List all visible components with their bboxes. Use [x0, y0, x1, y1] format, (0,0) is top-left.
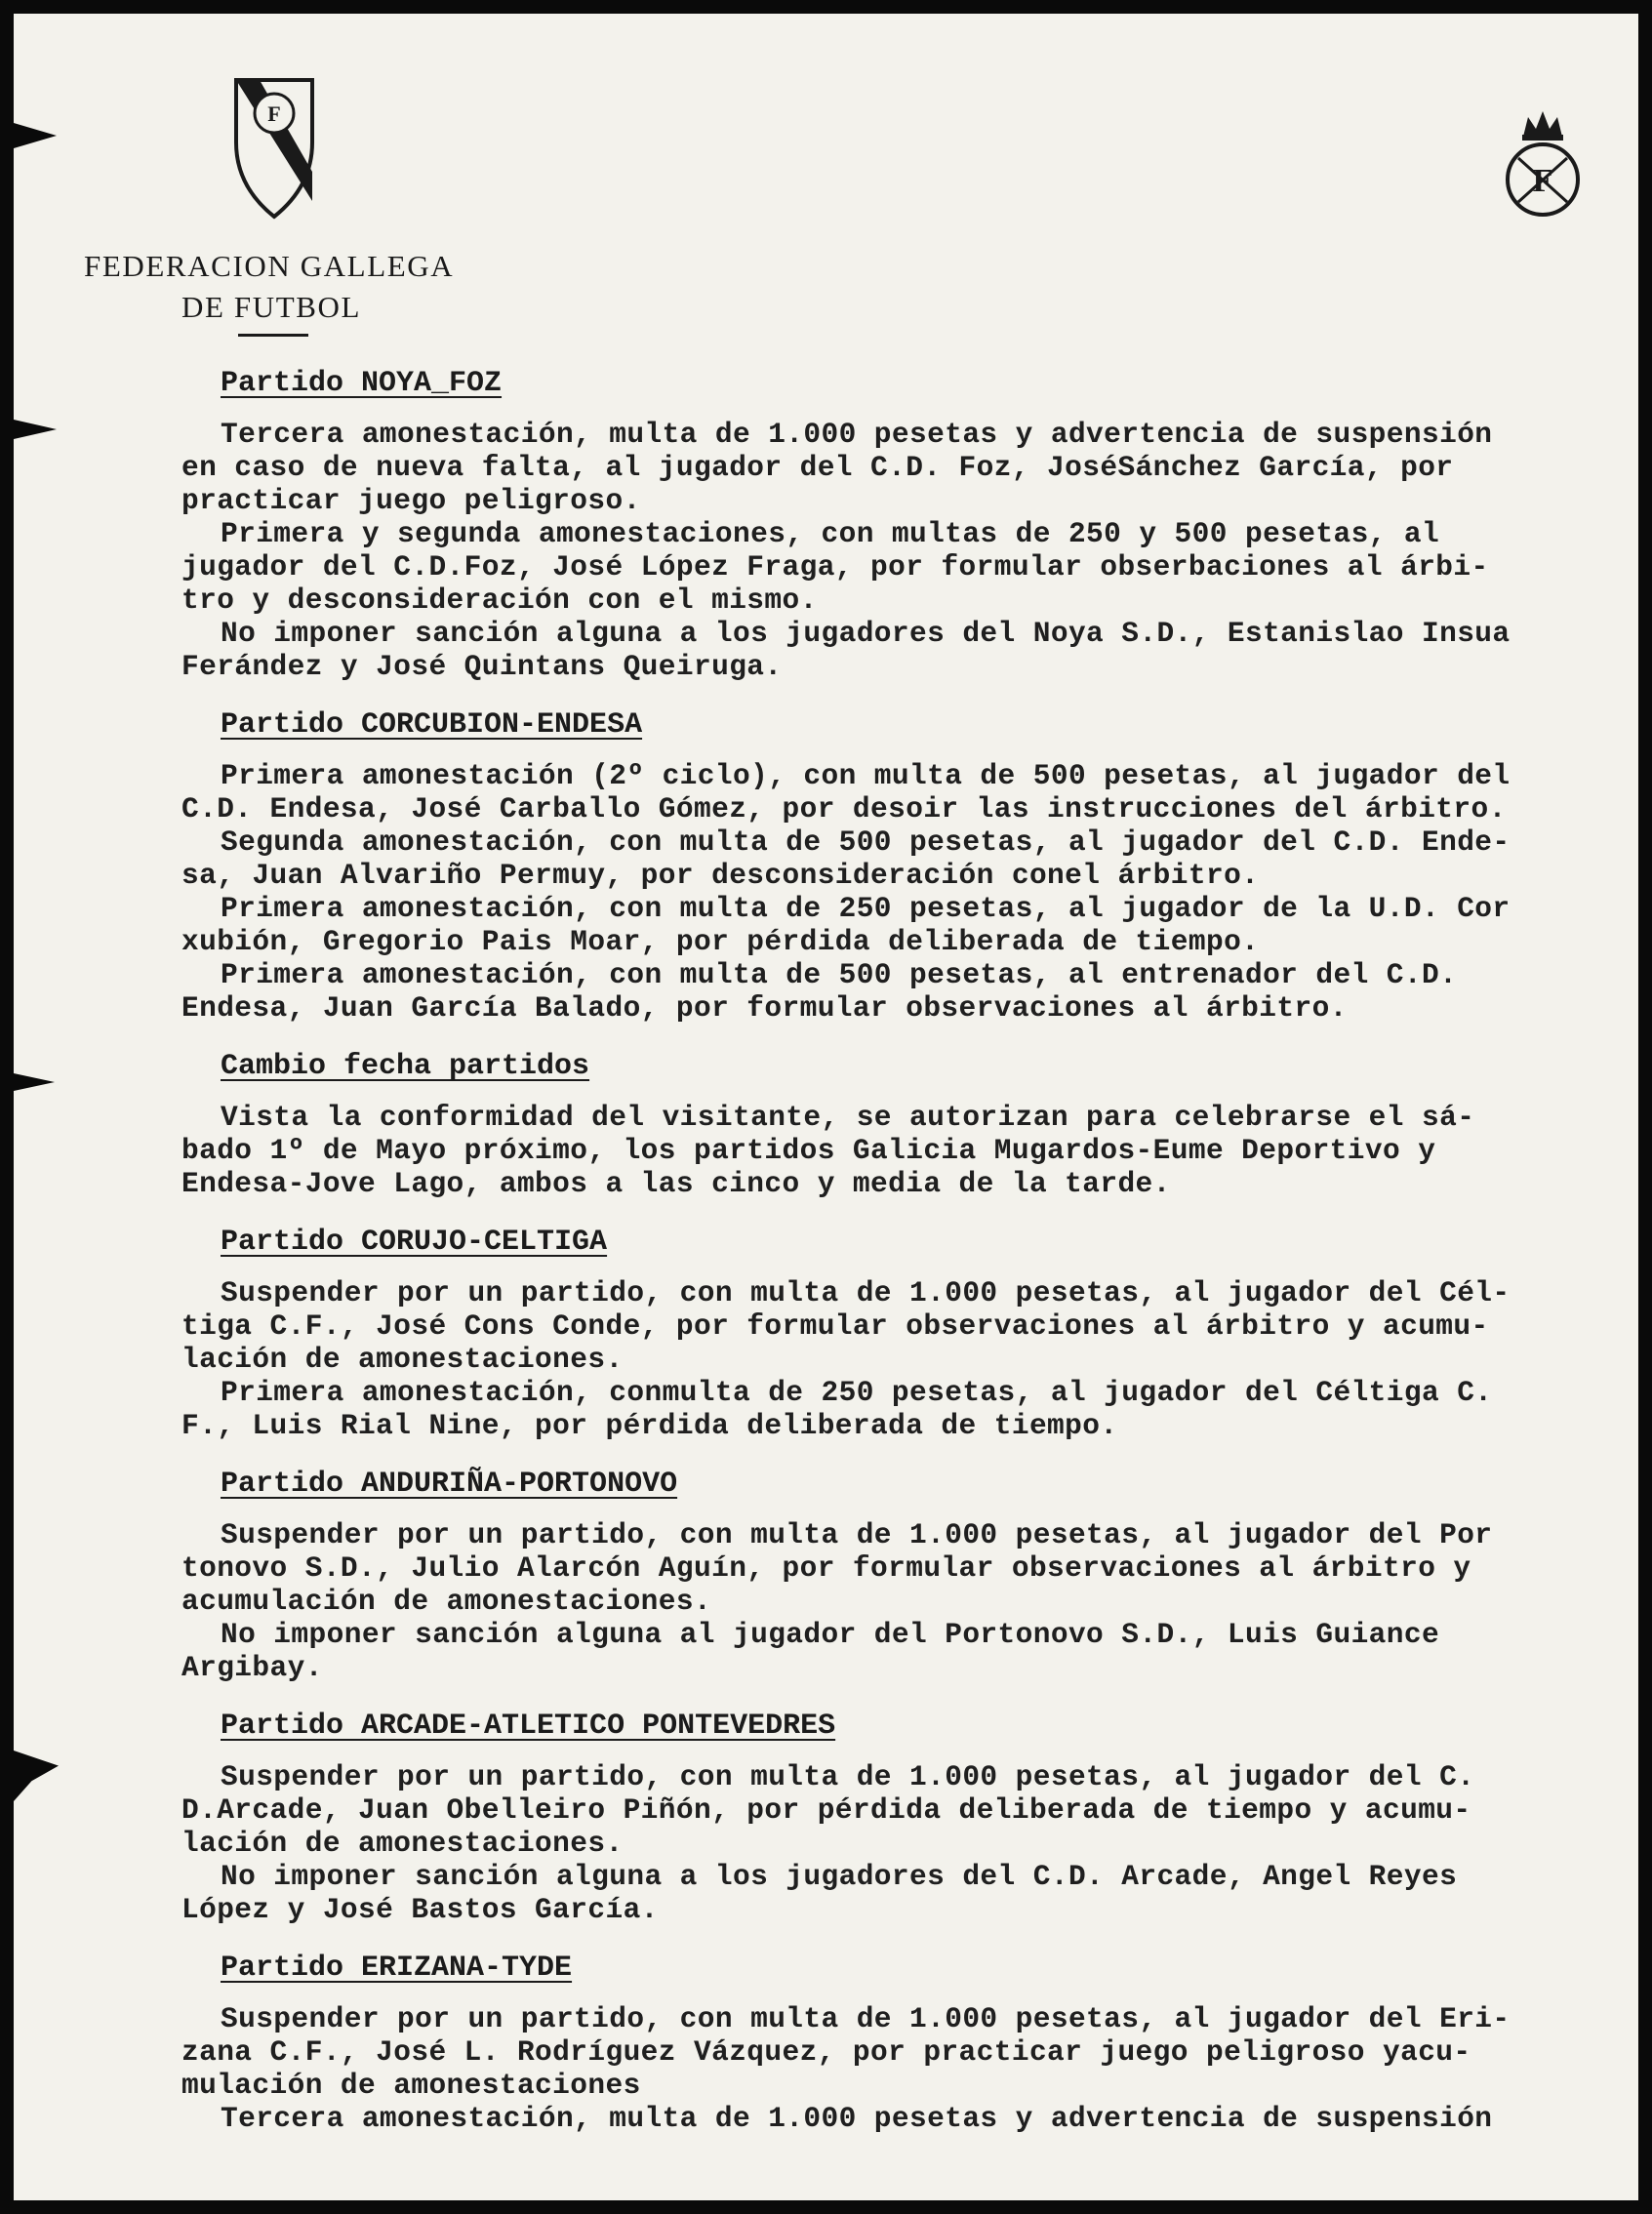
federation-name: [84, 246, 474, 328]
section: [181, 1708, 1638, 1926]
section: [181, 1466, 1638, 1684]
text-line: practicar juego peligroso.: [181, 484, 641, 517]
document-body: [181, 365, 1638, 2158]
text-line: bado 1º de Mayo próximo, los partidos Galicia Mugardos-Eume Deportivo y: [181, 1134, 1436, 1167]
royal-crown-crest-icon: [1489, 100, 1596, 226]
section: [181, 1224, 1638, 1442]
section-heading: Partido ANDURIÑA-PORTONOVO: [221, 1468, 678, 1501]
section-heading: Partido ERIZANA-TYDE: [221, 1952, 573, 1985]
text-line: Primera amonestación, con multa de 250 pesetas, al jugador de la U.D. Cor: [221, 892, 1511, 925]
section: [181, 706, 1638, 1025]
text-line: Suspender por un partido, con multa de 1.000 pesetas, al jugador del Eri-: [221, 2002, 1511, 2035]
section: [181, 1048, 1638, 1200]
text-line: Vista la conformidad del visitante, se autorizan para celebrarse el sá-: [221, 1101, 1475, 1134]
text-line: Suspender por un partido, con multa de 1.000 pesetas, al jugador del C.: [221, 1760, 1475, 1793]
text-line: Endesa-Jove Lago, ambos a las cinco y media de la tarde.: [181, 1167, 1171, 1200]
text-line: jugador del C.D.Foz, José López Fraga, por formular obserbaciones al árbi-: [181, 550, 1489, 584]
text-line: Endesa, Juan García Balado, por formular observaciones al árbitro.: [181, 991, 1348, 1025]
text-line: No imponer sanción alguna al jugador del Portonovo S.D., Luis Guiance: [221, 1618, 1440, 1651]
text-line: Primera amonestación, con multa de 500 pesetas, al entrenador del C.D.: [221, 958, 1458, 991]
text-line: mulación de amonestaciones: [181, 2069, 641, 2102]
federation-name-line2: DE FUTBOL: [181, 290, 362, 324]
text-line: Segunda amonestación, con multa de 500 pesetas, al jugador del C.D. Ende-: [221, 825, 1511, 859]
text-line: Primera amonestación (2º ciclo), con multa de 500 pesetas, al jugador del: [221, 759, 1511, 792]
text-line: tiga C.F., José Cons Conde, por formular observaciones al árbitro y acumu-: [181, 1309, 1489, 1343]
text-line: No imponer sanción alguna a los jugadores del Noya S.D., Estanislao Insua: [221, 617, 1511, 650]
text-line: lación de amonestaciones.: [181, 1343, 624, 1376]
text-line: lación de amonestaciones.: [181, 1827, 624, 1860]
edge-notch: [14, 420, 57, 439]
text-line: Primera amonestación, conmulta de 250 pesetas, al jugador del Céltiga C.: [221, 1376, 1493, 1409]
text-line: Tercera amonestación, multa de 1.000 pesetas y advertencia de suspensión: [221, 418, 1493, 451]
section-heading: Partido NOYA_FOZ: [221, 367, 503, 400]
edge-notch: [14, 1751, 59, 1801]
text-line: C.D. Endesa, José Carballo Gómez, por desoir las instrucciones del árbitro.: [181, 792, 1507, 825]
section-heading: Partido ARCADE-ATLETICO PONTEVEDRES: [221, 1710, 836, 1743]
text-line: López y José Bastos García.: [181, 1893, 659, 1926]
text-line: F., Luis Rial Nine, por pérdida deliberada de tiempo.: [181, 1409, 1118, 1442]
section-heading: Partido CORUJO-CELTIGA: [221, 1226, 608, 1259]
edge-notch: [14, 123, 57, 148]
text-line: tonovo S.D., Julio Alarcón Aguín, por formular observaciones al árbitro y: [181, 1551, 1471, 1585]
text-line: en caso de nueva falta, al jugador del C.D. Foz, JoséSánchez García, por: [181, 451, 1454, 484]
text-line: D.Arcade, Juan Obelleiro Piñón, por pérdida deliberada de tiempo y acumu-: [181, 1793, 1471, 1827]
text-line: Suspender por un partido, con multa de 1.000 pesetas, al jugador del Cél-: [221, 1276, 1511, 1309]
svg-text:F: F: [1532, 163, 1553, 199]
text-line: tro y desconsideración con el mismo.: [181, 584, 818, 617]
text-line: Argibay.: [181, 1651, 323, 1684]
text-line: Tercera amonestación, multa de 1.000 pesetas y advertencia de suspensión: [221, 2102, 1493, 2135]
edge-notch: [14, 1073, 55, 1091]
federation-name-line1: FEDERACION GALLEGA: [84, 249, 455, 283]
text-line: Suspender por un partido, con multa de 1.000 pesetas, al jugador del Por: [221, 1518, 1493, 1551]
section: [181, 1950, 1638, 2135]
federation-shield-icon: [230, 74, 318, 221]
document-page: [14, 14, 1638, 2200]
text-line: xubión, Gregorio Pais Moar, por pérdida deliberada de tiempo.: [181, 925, 1260, 958]
text-line: sa, Juan Alvariño Permuy, por desconsideración conel árbitro.: [181, 859, 1260, 892]
section-heading: Partido CORCUBION-ENDESA: [221, 708, 643, 742]
text-line: Primera y segunda amonestaciones, con multas de 250 y 500 pesetas, al: [221, 517, 1440, 550]
text-line: No imponer sanción alguna a los jugadores del C.D. Arcade, Angel Reyes: [221, 1860, 1458, 1893]
header-divider: [238, 334, 308, 337]
text-line: Ferández y José Quintans Queiruga.: [181, 650, 783, 683]
svg-text:F: F: [267, 101, 281, 126]
text-line: zana C.F., José L. Rodríguez Vázquez, por practicar juego peligroso yacu-: [181, 2035, 1471, 2069]
section: [181, 365, 1638, 683]
text-line: acumulación de amonestaciones.: [181, 1585, 712, 1618]
section-heading: Cambio fecha partidos: [221, 1050, 590, 1083]
